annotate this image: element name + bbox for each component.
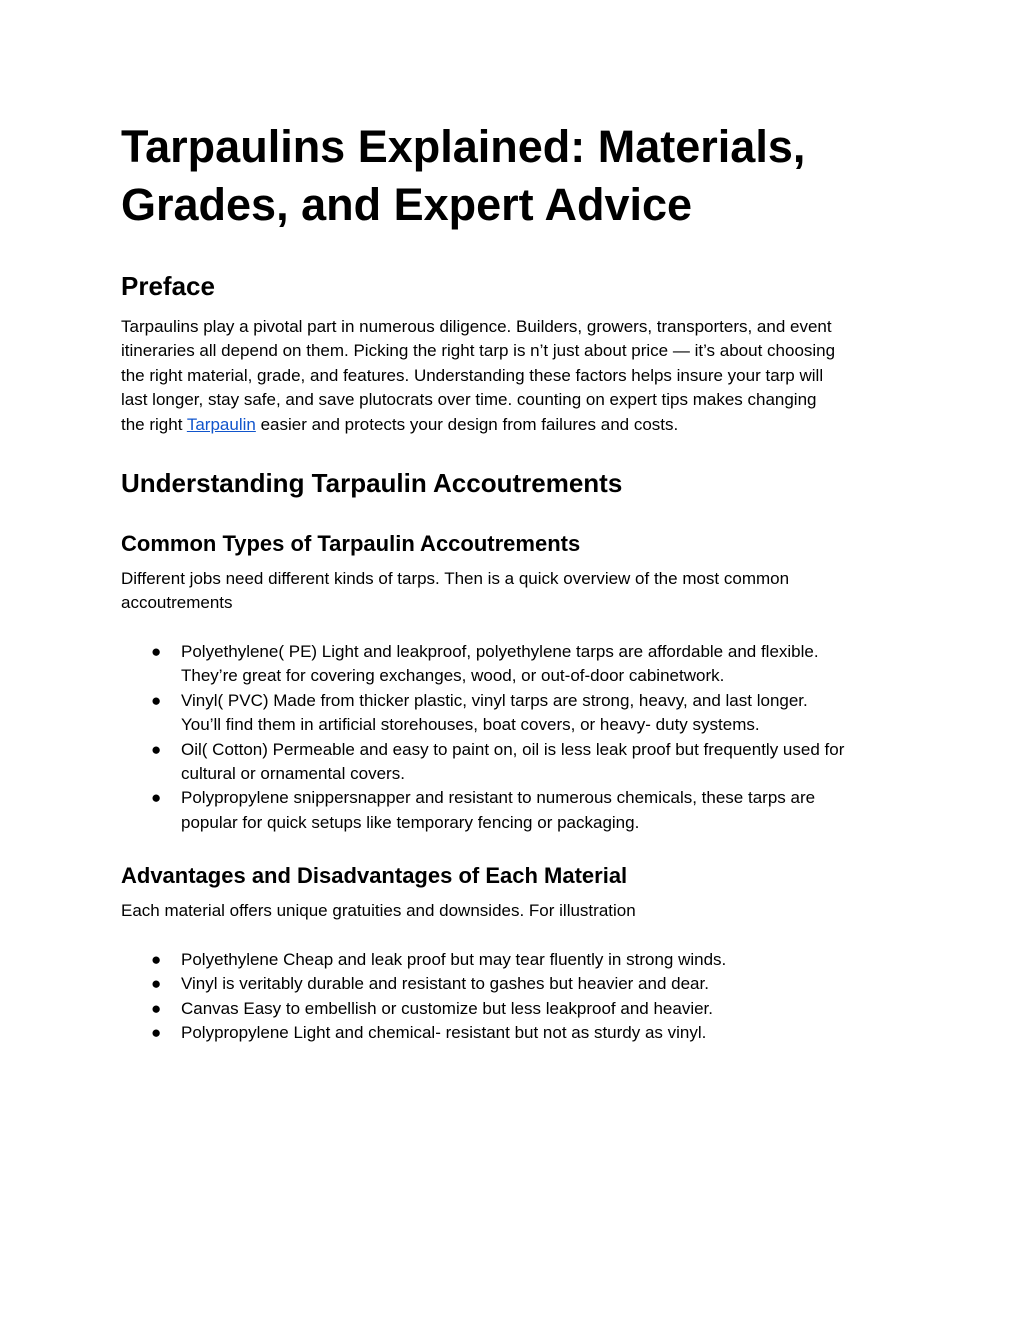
list-item-text: Polypropylene Light and chemical- resistant but not as sturdy as vinyl. [181, 1023, 707, 1043]
title-line-2: Grades, and Expert Advice [121, 179, 693, 230]
advantages-list [121, 948, 911, 1046]
common-types-heading: Common Types of Tarpaulin Accoutrements [121, 531, 581, 556]
advantages-intro [121, 899, 911, 923]
list-item-line-2: You’ll find them in artificial storehouses, boat covers, or heavy- duty systems. [181, 715, 760, 735]
list-item-text: Canvas Easy to embellish or customize but less leakproof and heavier. [181, 998, 713, 1018]
list-item-text: Vinyl is veritably durable and resistant to gashes but heavier and dear. [181, 974, 709, 994]
bullet-icon: ● [151, 974, 162, 994]
list-item-text: Polyethylene Cheap and leak proof but may tear fluently in strong winds. [181, 950, 727, 969]
bullet-icon: ● [151, 690, 162, 710]
list-item-line-1: Vinyl( PVC) Made from thicker plastic, vinyl tarps are strong, heavy, and last longer. [181, 690, 808, 710]
preface-paragraph [121, 315, 911, 437]
list-item [121, 997, 911, 1021]
list-item [121, 738, 911, 787]
preface-line-5-after: easier and protects your design from failures and costs. [255, 414, 679, 434]
advantages-heading: Advantages and Disadvantages of Each Material [121, 863, 628, 888]
preface-line-1: Tarpaulins play a pivotal part in numerous diligence. Builders, growers, transporters, and event [121, 317, 832, 336]
common-types-intro-line-1: Different jobs need different kinds of tarps. Then is a quick overview of the most common [121, 569, 790, 588]
list-item [121, 640, 911, 689]
list-item [121, 1021, 911, 1045]
list-item-line-1: Polypropylene snippersnapper and resistant to numerous chemicals, these tarps are [181, 788, 816, 808]
common-types-intro [121, 567, 911, 616]
understanding-heading: Understanding Tarpaulin Accoutrements [121, 468, 623, 498]
list-item [121, 972, 911, 996]
tarpaulin-link[interactable]: Tarpaulin [186, 414, 256, 434]
common-types-intro-line-2: accoutrements [121, 593, 233, 613]
preface-line-5 [121, 413, 911, 437]
bullet-icon: ● [151, 642, 162, 661]
bullet-icon: ● [151, 739, 162, 759]
preface-line-4: last longer, stay safe, and save plutocrats over time. counting on expert tips makes changing [121, 390, 817, 410]
list-item-line-1: Polyethylene( PE) Light and leakproof, polyethylene tarps are affordable and flexible. [181, 642, 819, 661]
preface-line-5-before: the right [121, 414, 187, 434]
bullet-icon: ● [151, 950, 162, 969]
list-item-line-2: They’re great for covering exchanges, wood, or out-of-door cabinetwork. [181, 666, 725, 686]
document-title [121, 118, 911, 234]
preface-heading: Preface [121, 271, 215, 301]
preface-line-2: itineraries all depend on them. Picking the right tarp is n’t just about price — it’s about choosing [121, 341, 836, 361]
preface-line-3: the right material, grade, and features. Understanding these factors helps insure your tarp will [121, 365, 824, 385]
list-item [121, 948, 911, 972]
list-item-line-2: cultural or ornamental covers. [181, 764, 405, 784]
list-item-line-2: popular for quick setups like temporary fencing or packaging. [181, 812, 640, 832]
bullet-icon: ● [151, 788, 162, 808]
list-item [121, 689, 911, 738]
list-item-line-1: Oil( Cotton) Permeable and easy to paint on, oil is less leak proof but frequently used for [181, 739, 845, 759]
list-item [121, 786, 911, 835]
bullet-icon: ● [151, 998, 162, 1018]
common-types-list [121, 640, 911, 835]
title-line-1: Tarpaulins Explained: Materials, [121, 121, 806, 172]
bullet-icon: ● [151, 1023, 162, 1043]
advantages-intro-line: Each material offers unique gratuities and downsides. For illustration [121, 901, 636, 920]
